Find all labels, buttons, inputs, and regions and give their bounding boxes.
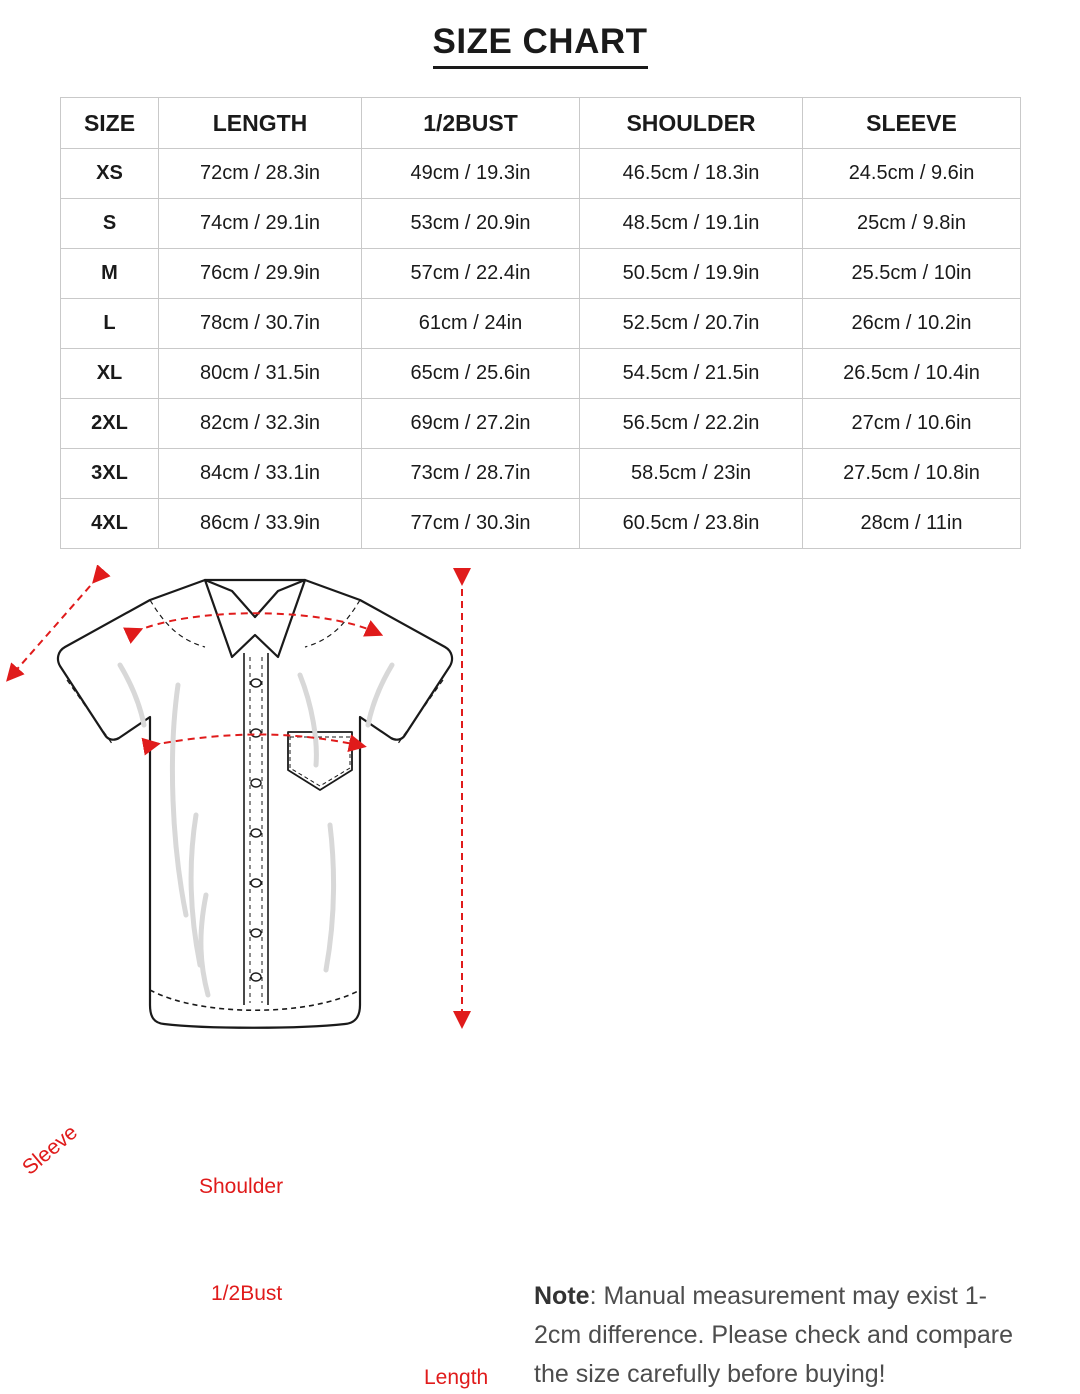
measurement-diagram-section [0, 565, 1080, 1389]
note-block [534, 1277, 1034, 1394]
table-row [61, 249, 1021, 299]
cell-bust: 49cm / 19.3in [362, 149, 580, 199]
cell-sleeve: 26.5cm / 10.4in [803, 349, 1021, 399]
cell-shoulder: 54.5cm / 21.5in [580, 349, 803, 399]
shirt-illustration [0, 565, 520, 1085]
table-row [61, 149, 1021, 199]
column-header-length: LENGTH [159, 98, 362, 149]
cell-length: 84cm / 33.1in [159, 449, 362, 499]
note-text: : Manual measurement may exist 1-2cm difference. Please check and compare the size carefully before buying! [534, 1282, 1013, 1388]
column-header-sleeve: SLEEVE [803, 98, 1021, 149]
size-chart-table-container [60, 97, 1020, 549]
cell-size: L [61, 299, 159, 349]
cell-sleeve: 27cm / 10.6in [803, 399, 1021, 449]
cell-size: XS [61, 149, 159, 199]
label-bust: 1/2Bust [211, 1282, 283, 1305]
table-row [61, 349, 1021, 399]
cell-size: 2XL [61, 399, 159, 449]
cell-shoulder: 56.5cm / 22.2in [580, 399, 803, 449]
cell-bust: 73cm / 28.7in [362, 449, 580, 499]
table-row [61, 449, 1021, 499]
cell-shoulder: 52.5cm / 20.7in [580, 299, 803, 349]
cell-sleeve: 25.5cm / 10in [803, 249, 1021, 299]
label-length: Length [424, 1366, 489, 1389]
cell-length: 86cm / 33.9in [159, 499, 362, 549]
cell-size: M [61, 249, 159, 299]
cell-length: 72cm / 28.3in [159, 149, 362, 199]
column-header-bust: 1/2BUST [362, 98, 580, 149]
cell-size: XL [61, 349, 159, 399]
cell-length: 76cm / 29.9in [159, 249, 362, 299]
cell-length: 74cm / 29.1in [159, 199, 362, 249]
page-title: SIZE CHART [433, 22, 648, 69]
cell-size: S [61, 199, 159, 249]
label-shoulder: Shoulder [199, 1175, 284, 1198]
table-row [61, 399, 1021, 449]
cell-bust: 61cm / 24in [362, 299, 580, 349]
table-row [61, 299, 1021, 349]
cell-sleeve: 24.5cm / 9.6in [803, 149, 1021, 199]
cell-bust: 77cm / 30.3in [362, 499, 580, 549]
shirt-body-outline [58, 580, 452, 1028]
label-sleeve: Sleeve [18, 1120, 82, 1180]
cell-size: 4XL [61, 499, 159, 549]
cell-bust: 65cm / 25.6in [362, 349, 580, 399]
note-prefix: Note [534, 1282, 590, 1310]
cell-shoulder: 60.5cm / 23.8in [580, 499, 803, 549]
cell-shoulder: 50.5cm / 19.9in [580, 249, 803, 299]
page-title-container [0, 0, 1080, 69]
table-header [61, 98, 1021, 149]
cell-length: 82cm / 32.3in [159, 399, 362, 449]
cell-sleeve: 28cm / 11in [803, 499, 1021, 549]
cell-shoulder: 48.5cm / 19.1in [580, 199, 803, 249]
cell-size: 3XL [61, 449, 159, 499]
table-row [61, 499, 1021, 549]
table-row [61, 199, 1021, 249]
column-header-shoulder: SHOULDER [580, 98, 803, 149]
cell-bust: 53cm / 20.9in [362, 199, 580, 249]
cell-sleeve: 26cm / 10.2in [803, 299, 1021, 349]
cell-bust: 69cm / 27.2in [362, 399, 580, 449]
cell-length: 78cm / 30.7in [159, 299, 362, 349]
cell-shoulder: 46.5cm / 18.3in [580, 149, 803, 199]
cell-shoulder: 58.5cm / 23in [580, 449, 803, 499]
cell-sleeve: 25cm / 9.8in [803, 199, 1021, 249]
size-chart-table [60, 97, 1021, 549]
table-header-row [61, 98, 1021, 149]
cell-sleeve: 27.5cm / 10.8in [803, 449, 1021, 499]
table-body [61, 149, 1021, 549]
cell-bust: 57cm / 22.4in [362, 249, 580, 299]
cell-length: 80cm / 31.5in [159, 349, 362, 399]
column-header-size: SIZE [61, 98, 159, 149]
